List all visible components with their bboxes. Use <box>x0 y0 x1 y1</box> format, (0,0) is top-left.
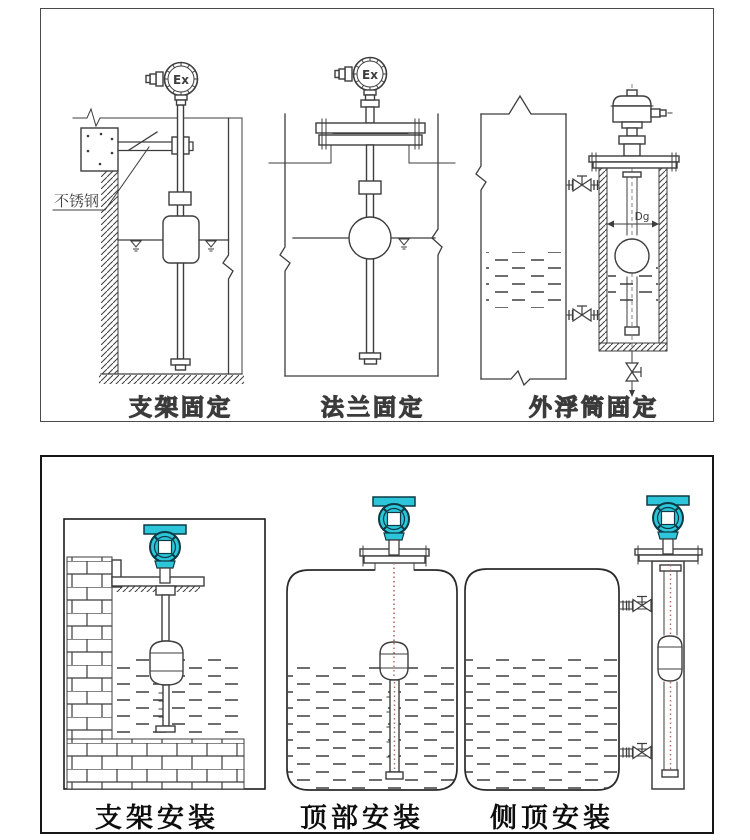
ex-label: Ex <box>173 73 189 87</box>
stem-coupling <box>169 192 191 205</box>
stem-stop <box>176 365 186 370</box>
caption-bracket-install: 支架安装 <box>95 803 219 833</box>
figure-bracket-fixing <box>53 63 244 385</box>
stem-stop <box>386 772 403 779</box>
water <box>466 654 618 789</box>
water-level-symbol <box>206 241 216 251</box>
water-level-symbol <box>399 239 409 249</box>
ball-float <box>615 239 649 273</box>
ex-head-icon <box>146 63 198 106</box>
panel-fixing-methods <box>40 8 714 422</box>
stem-stop <box>156 726 175 732</box>
figure-side-top-install <box>465 496 702 790</box>
caption-bracket-fixing: 支架固定 <box>129 394 233 420</box>
stem-coupling <box>359 181 381 194</box>
sensor-stem <box>162 595 169 641</box>
material-note: 不锈钢 <box>54 192 100 210</box>
caption-top-install: 顶部安装 <box>300 803 424 833</box>
caption-external-chamber-fixing: 外浮筒固定 <box>529 394 659 420</box>
stem-stop <box>171 359 190 365</box>
chamber-wall <box>659 168 667 343</box>
water <box>288 664 456 789</box>
drain-valve-icon <box>626 363 641 381</box>
ball-float <box>349 217 391 259</box>
bracket-shelf <box>112 577 204 586</box>
installation-methods-drawing <box>42 457 712 832</box>
figure-top-install <box>287 497 457 790</box>
water-level-symbol <box>131 241 141 251</box>
fixing-methods-drawing <box>41 9 712 419</box>
dimension-dg <box>607 211 659 228</box>
brick-wall <box>67 557 112 739</box>
dg-label: Dg <box>634 211 650 223</box>
ex-label: Ex <box>362 68 378 82</box>
ground-hatch <box>99 375 244 384</box>
valve-icon <box>573 176 591 191</box>
chamber-wall <box>599 168 607 343</box>
caption-side-top-install: 侧顶安装 <box>490 803 614 833</box>
figure-external-chamber-fixing <box>476 84 679 399</box>
junction-box-head-icon <box>611 90 672 122</box>
transmitter-head-icon <box>647 496 689 554</box>
mounting-flange <box>364 556 425 563</box>
stem-stop <box>360 353 381 359</box>
stem-stop <box>365 359 377 364</box>
lower-stem <box>163 685 169 726</box>
figure-flange-fixing <box>269 58 455 377</box>
guide-tube <box>390 680 399 772</box>
stem-stop <box>625 327 639 335</box>
chamber-flange <box>639 555 698 561</box>
float <box>163 216 199 263</box>
tank-water <box>486 252 562 308</box>
brick-floor <box>67 739 244 789</box>
ex-head-icon <box>335 58 387 101</box>
chamber-flange <box>593 162 677 168</box>
chamber-flange <box>589 156 679 162</box>
flange-plate <box>316 123 425 133</box>
chamber-bottom <box>599 343 667 351</box>
float <box>150 641 183 685</box>
valve-icon <box>573 306 591 321</box>
bracket-brace <box>129 132 157 150</box>
float <box>658 636 682 681</box>
stem-stop <box>662 770 678 777</box>
figure-bracket-install <box>64 519 265 789</box>
panel-installation-methods <box>40 455 714 834</box>
transmitter-head-icon <box>373 497 415 555</box>
caption-flange-fixing: 法兰固定 <box>321 394 425 420</box>
flange-plate <box>319 135 422 145</box>
stem-coupling <box>156 586 175 595</box>
